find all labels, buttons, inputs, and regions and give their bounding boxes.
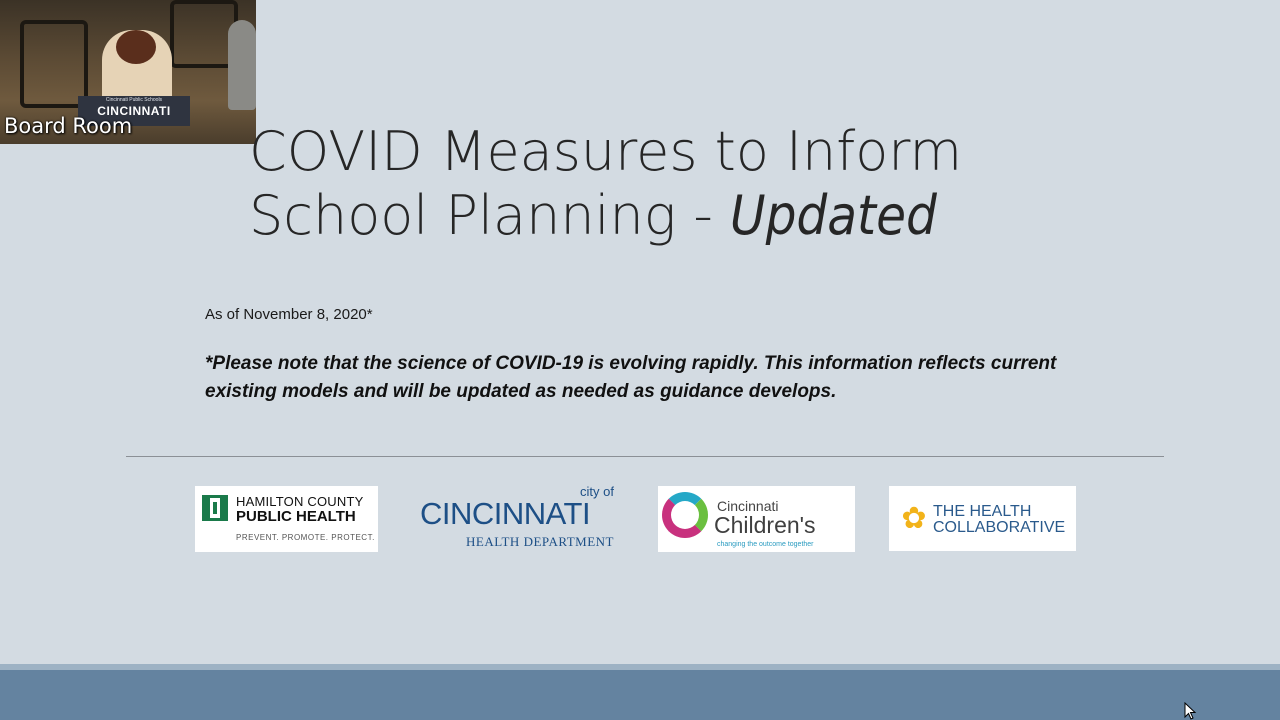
childrens-ring-icon — [662, 492, 708, 538]
childrens-logo-tagline: changing the outcome together — [717, 541, 814, 548]
slide-title-line1: COVID Measures to Inform — [249, 120, 963, 183]
divider-line — [126, 456, 1164, 457]
disclaimer-note: *Please note that the science of COVID-19 is evolving rapidly. This information reflects current existing models and will be updated as needed as guidance develops. — [205, 353, 1057, 402]
collab-logo-line2: COLLABORATIVE — [933, 519, 1066, 536]
speaker-hair — [116, 30, 156, 64]
cincinnati-logo-name: CINCINNATI — [420, 496, 591, 531]
hamilton-county-public-health-logo — [195, 486, 378, 552]
slide-title — [249, 120, 1149, 248]
flower-icon: ✿ — [901, 502, 927, 535]
stair-rail — [20, 20, 88, 108]
cincinnati-logo-cityof: city of — [580, 484, 614, 499]
health-collaborative-logo — [889, 486, 1076, 551]
podium-subtext: Cincinnati Public Schools — [105, 97, 163, 103]
hamilton-logo-line1: HAMILTON COUNTY — [236, 494, 364, 509]
podium-sign: CINCINNATI — [78, 96, 190, 126]
cincinnati-health-department-logo — [418, 484, 616, 552]
slide-title-updated: Updated — [730, 184, 937, 247]
slide-title-line2: School Planning - — [249, 184, 730, 247]
video-feed-inset — [0, 0, 256, 144]
childrens-logo-line2: Children's — [714, 512, 816, 538]
collab-logo-line1: THE HEALTH — [933, 503, 1032, 520]
bottom-taskbar — [0, 664, 1280, 720]
cincinnati-logo-dept: HEALTH DEPARTMENT — [466, 534, 614, 549]
childrens-logo-line1: Cincinnati — [717, 498, 779, 514]
attendee-figure — [228, 20, 256, 110]
hamilton-h-icon — [202, 495, 228, 521]
as-of-date: As of November 8, 2020* — [205, 306, 373, 323]
mouse-cursor-icon — [1184, 702, 1198, 720]
hamilton-logo-line2: PUBLIC HEALTH — [236, 508, 356, 525]
video-room-label: Board Room — [4, 114, 133, 138]
cincinnati-childrens-logo — [658, 486, 855, 552]
hamilton-logo-tagline: PREVENT. PROMOTE. PROTECT. — [236, 533, 375, 542]
